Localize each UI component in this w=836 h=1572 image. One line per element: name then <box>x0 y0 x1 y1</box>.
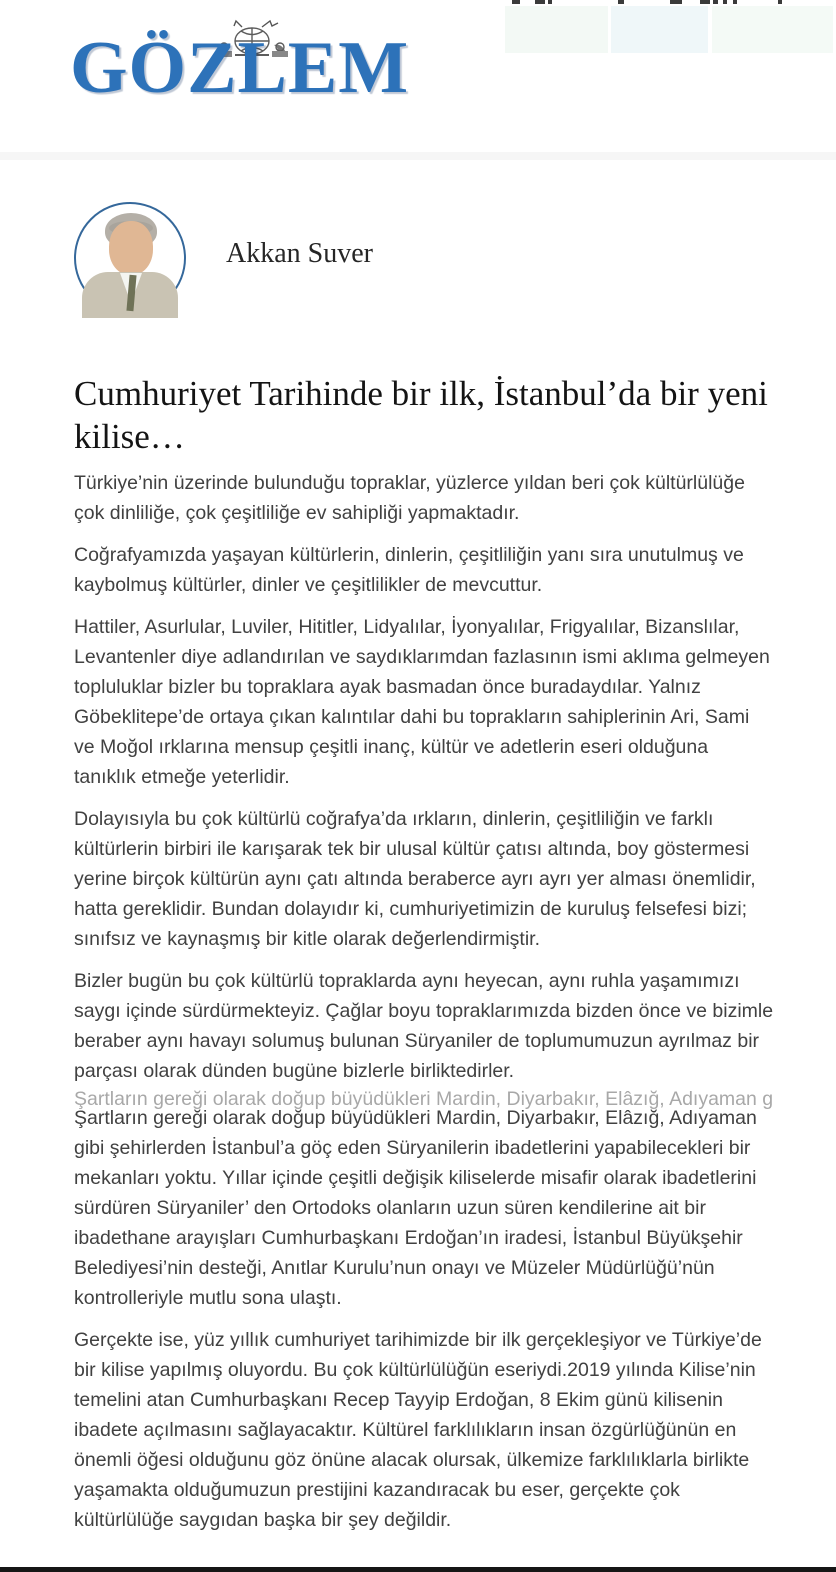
article-paragraph: Gerçekte ise, yüz yıllık cumhuriyet tarihimizde bir ilk gerçekleşiyor ve Türkiye’de bir kilise yapılmış oluyordu. Bu çok kültürlülüğün eseriydi.2019 yılında Kilise’nin temelini atan Cumhurbaşkanı Recep Tayyip Erdoğan, 8 Ekim günü kilisenin ibadete açılmasını sağlayacaktır. Kültürel farklılıkların insan özgürlüğünün en önemli öğesi olduğunu göz önüne alacak olursak, ülkemize farklılıklarla birlikte yaşamakta olduğumuzun prestijini kazandıracak bu eser, gerçekte çok kültürlülüğe saygıdan başka bir şey değildir. <box>74 1329 762 1531</box>
cutoff-glyph-fragment <box>723 0 727 4</box>
cutoff-glyph-fragment <box>670 0 682 4</box>
cutoff-glyph-fragment <box>535 0 545 4</box>
header-divider <box>0 152 836 160</box>
cutoff-glyph-fragment <box>733 0 737 4</box>
article-title: Cumhuriyet Tarihinde bir ilk, İstanbul’da bir yeni kilise… <box>74 374 768 457</box>
footer-bar <box>0 1567 836 1572</box>
cutoff-nav-item-bg <box>611 6 708 53</box>
cutoff-nav-item-bg <box>712 6 833 53</box>
author-name[interactable]: Akkan Suver <box>226 238 373 269</box>
avatar-face <box>109 221 153 275</box>
cutoff-nav-item-bg <box>505 6 608 53</box>
article-paragraph: Şartların gereği olarak doğup büyüdükleri Mardin, Diyarbakır, Elâzığ, Adıyaman gibi şehirlerden İstanbul’a göç eden Süryanilerin ibadetlerini yapabilecekleri bir mekanları yoktu. Yıllar içinde çeşitli değişik kiliselerde misafir olarak ibadetlerini sürdüren Süryaniler’ den Ortodoks olanların uzun süren kendilerine ait bir ibadethane arayışları Cumhurbaşkanı Erdoğan’ın iradesi, İstanbul Büyükşehir Belediyesi’nin desteği, Anıtlar Kurulu’nun onayı ve Müzeler Müdürlüğü’nün kontrolleriyle mutlu sona ulaştı. <box>74 1107 757 1309</box>
clipped-text-artifact: Şartların gereği olarak doğup büyüdükleri Mardin, Diyarbakır, Elâzığ, Adıyaman g <box>74 1088 774 1110</box>
article-paragraph: Bizler bugün bu çok kültürlü topraklarda aynı heyecan, aynı ruhla yaşamımızı saygı içinde sürdürmekteyiz. Çağlar boyu topraklarımızda bizden önce ve bizimle beraber aynı havayı solumuş bulunan Süryaniler de toplumumuzun ayrılmaz bir parçası olarak dünden bugüne bizlerle birliktedirler. <box>74 970 774 1082</box>
cutoff-glyph-fragment <box>548 0 552 4</box>
article-paragraph: Hattiler, Asurlular, Luviler, Hititler, Lidyalılar, İyonyalılar, Frigyalılar, Bizanslılar, Levantenler diye adlandırılan ve saydıklarımdan fazlasının ismi aklıma gelmeyen topluluklar bizler bu topraklara ayak basmadan önce buradaydılar. Yalnız Göbeklitepe’de ortaya çıkan kalıntılar dahi bu toprakların sahiplerinin Ari, Sami ve Moğol ırklarına mensup çeşitli inanç, kültür ve adetlerin eseri olduğuna tanıklık etmeğe yeterlidir. <box>74 616 770 788</box>
cutoff-glyph-fragment <box>713 0 718 4</box>
author-avatar <box>74 202 186 314</box>
cutoff-glyph-fragment <box>512 0 520 4</box>
cutoff-glyph-fragment <box>618 0 624 4</box>
article-paragraph: Dolayısıyla bu çok kültürlü coğrafya’da ırkların, dinlerin, çeşitliliğin ve farklı kültürlerin birbiri ile karışarak tek bir ulusal kültür çatısı altında, boy göstermesi yerine birçok kültürün aynı çatı altında beraberce ayrı ayrı yer alması önemlidir, hatta gereklidir. Bundan dolayıdır ki, cumhuriyetimizin de kuruluş felsefesi bizi; sınıfsız ve kaynaşmış bir kitle olarak değerlendirmiştir. <box>74 808 756 950</box>
article-paragraph: Türkiye’nin üzerinde bulunduğu topraklar, yüzlerce yıldan beri çok kültürlülüğe çok dinliliğe, çok çeşitliliğe ev sahipliği yapmaktadır. <box>74 472 745 524</box>
cutoff-glyph-fragment <box>700 0 710 4</box>
article-paragraph: Coğrafyamızda yaşayan kültürlerin, dinlerin, çeşitliliğin yanı sıra unutulmuş ve kaybolmuş kültürler, dinler ve çeşitlilikler de mevcuttur. <box>74 544 744 596</box>
article-body <box>74 468 774 1547</box>
cutoff-glyph-fragment <box>778 0 782 4</box>
gozlem-logo[interactable]: GÖZLEM <box>70 27 410 109</box>
